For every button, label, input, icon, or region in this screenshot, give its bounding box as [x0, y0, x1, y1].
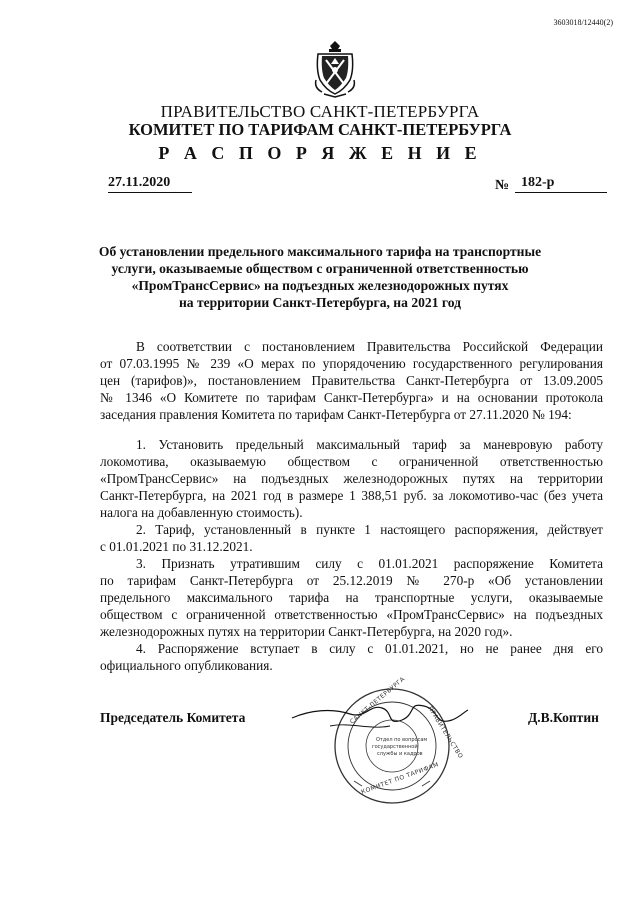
item-4-paragraph — [100, 640, 603, 674]
svg-text:САНКТ-ПЕТЕРБУРГА: САНКТ-ПЕТЕРБУРГА — [348, 675, 407, 726]
government-heading: ПРАВИТЕЛЬСТВО САНКТ-ПЕТЕРБУРГА — [160, 102, 480, 121]
svg-text:КОМИТЕТ ПО ТАРИФАМ: КОМИТЕТ ПО ТАРИФАМ — [360, 761, 440, 796]
text-line: обществом с ограниченной ответственностью «ПромТрансСервис» на подъездных — [100, 607, 603, 622]
item-1-paragraph — [100, 436, 603, 521]
document-ref-number: 3603018/12440(2) — [553, 18, 613, 27]
text-line: железнодорожных путях на территории Санкт-Петербурга, на 2020 год». — [100, 624, 513, 639]
svg-text:государственной: государственной — [372, 744, 418, 750]
title-line: «ПромТрансСервис» на подъездных железнодорожных путях — [131, 278, 509, 293]
text-line: 3. Признать утратившим силу с 01.01.2021 распоряжение Комитета — [136, 556, 603, 571]
text-line: № 1346 «О Комитете по тарифам Санкт-Петербурга» и на основании протокола — [100, 390, 603, 405]
handwritten-signature — [290, 696, 470, 746]
item-3-paragraph — [100, 555, 603, 640]
document-number: 182-р — [515, 175, 607, 193]
text-line: предельного максимального тарифа на транспортные услуги, оказываемые — [100, 590, 603, 605]
title-line: услуги, оказываемые обществом с ограниченной ответственностью — [111, 261, 529, 276]
text-line: Санкт-Петербурга, на 2021 год в размере 1 388,51 руб. за локомотиво-час (без учета — [100, 488, 603, 503]
title-line: Об установлении предельного максимального тарифа на транспортные — [98, 244, 542, 259]
svg-text:Отдел по вопросам: Отдел по вопросам — [376, 737, 428, 743]
document-date: 27.11.2020 — [108, 175, 192, 193]
text-line: по тарифам Санкт-Петербурга от 25.12.2019 № 270-р «Об установлении — [100, 573, 603, 588]
text-line: В соответствии с постановлением Правительства Российской Федерации — [136, 339, 603, 354]
svg-text:службы и кадров: службы и кадров — [377, 751, 423, 757]
signatory-name: Д.В.Коптин — [528, 710, 599, 725]
coat-of-arms-emblem — [314, 40, 356, 98]
number-sign: № — [495, 178, 510, 193]
text-line: от 07.03.1995 № 239 «О мерах по упорядочению государственного регулирования — [100, 356, 603, 371]
document-type-heading: Р А С П О Р Я Ж Е Н И Е — [158, 143, 482, 163]
text-line: налога на добавленную стоимость). — [100, 505, 303, 520]
text-line: заседания правления Комитета по тарифам Санкт-Петербурга от 27.11.2020 № 194: — [100, 407, 572, 422]
preamble-paragraph — [100, 338, 603, 423]
text-line: «ПромТрансСервис» на подъездных железнодорожных путях на территории — [100, 471, 603, 486]
item-2-paragraph — [100, 521, 603, 555]
document-title — [80, 243, 560, 311]
title-line: на территории Санкт-Петербурга, на 2021 год — [178, 295, 462, 310]
text-line: 2. Тариф, установленный в пункте 1 настоящего распоряжения, действует — [136, 522, 603, 537]
text-line: цен (тарифов)», постановлением Правительства Санкт-Петербурга от 13.09.2005 — [100, 373, 603, 388]
text-line: официального опубликования. — [100, 658, 273, 673]
signatory-position: Председатель Комитета — [100, 710, 246, 725]
text-line: локомотива, оказываемую обществом с ограниченной ответственностью — [100, 454, 603, 469]
svg-text:ПРАВИТЕЛЬСТВО: ПРАВИТЕЛЬСТВО — [426, 705, 465, 761]
text-line: 4. Распоряжение вступает в силу с 01.01.2021, но не ранее дня его — [136, 641, 603, 656]
text-line: с 01.01.2021 по 31.12.2021. — [100, 539, 253, 554]
committee-heading: КОМИТЕТ ПО ТАРИФАМ САНКТ-ПЕТЕРБУРГА — [128, 120, 512, 139]
text-line: 1. Установить предельный максимальный тариф за маневровую работу — [136, 437, 603, 452]
